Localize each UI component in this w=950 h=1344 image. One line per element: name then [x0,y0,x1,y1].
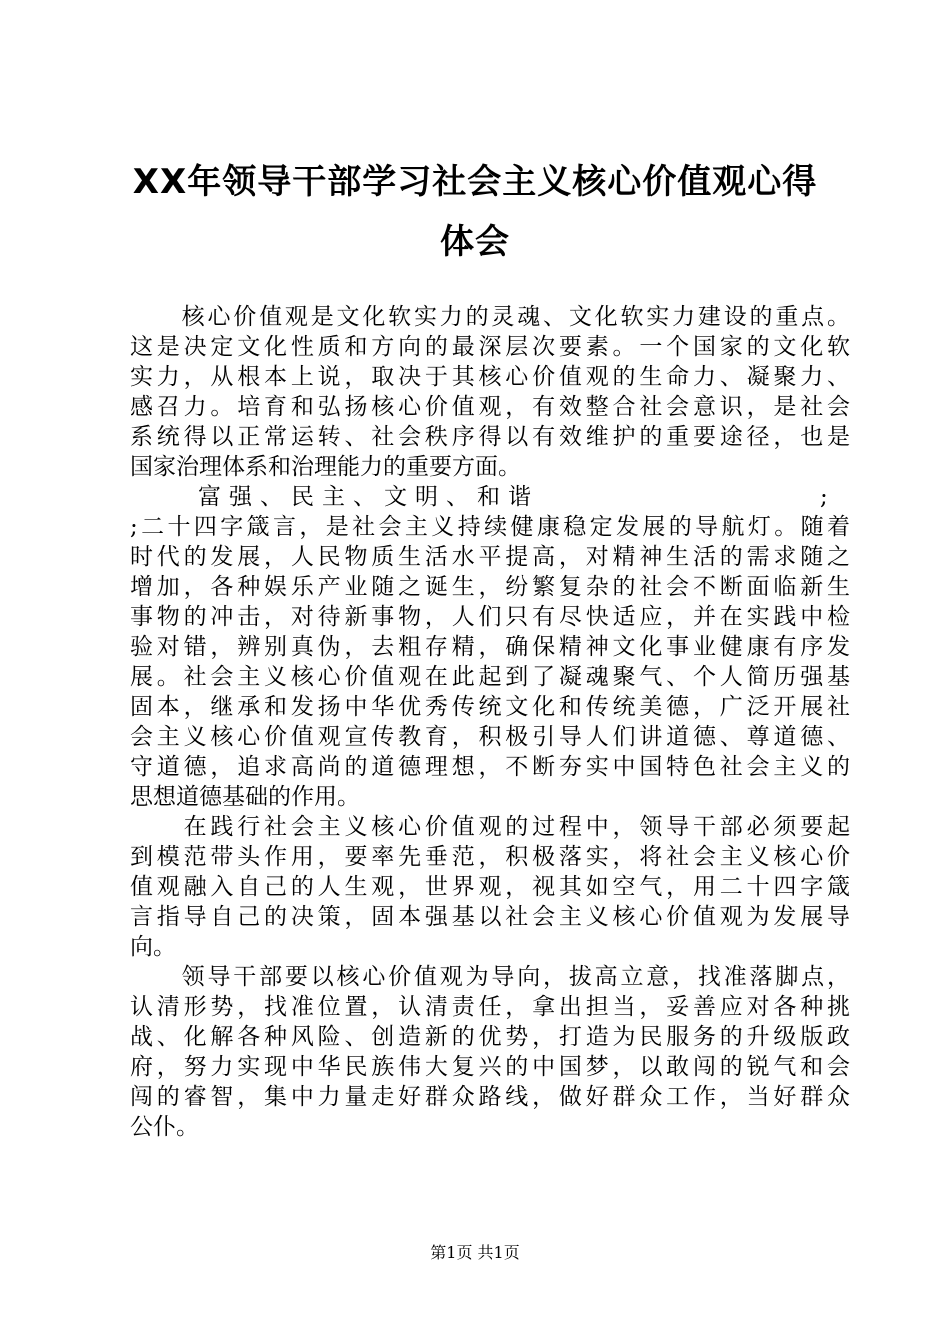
body-text-line: 向。 [130,934,176,960]
body-text-line: 展。社会主义核心价值观在此起到了凝魂聚气、个人简历强基 [130,664,850,690]
body-text-line: 增加，各种娱乐产业随之诞生，纷繁复杂的社会不断面临新生 [130,574,850,600]
body-text-line: 系统得以正常运转、社会秩序得以有效维护的重要途径，也是 [130,424,850,450]
body-text-line: 这是决定文化性质和方向的最深层次要素。一个国家的文化软 [130,334,850,360]
body-text-line: 闯的睿智，集中力量走好群众路线，做好群众工作，当好群众 [130,1084,850,1110]
body-text-line: 感召力。培育和弘扬核心价值观，有效整合社会意识，是社会 [130,394,850,420]
body-text-line: 公仆。 [130,1114,199,1140]
body-text-line: 到模范带头作用，要率先垂范，积极落实，将社会主义核心价 [130,844,850,870]
body-text-line: 实力，从根本上说，取决于其核心价值观的生命力、凝聚力、 [130,364,850,390]
body-text-line: 固本，继承和发扬中华优秀传统文化和传统美德，广泛开展社 [130,694,850,720]
body-text-line: 核心价值观是文化软实力的灵魂、文化软实力建设的重点。 [130,304,850,330]
body-text-line: 在践行社会主义核心价值观的过程中，领导干部必须要起 [130,814,850,840]
document-title-line-2: 体会 [440,222,510,262]
body-text-line: 国家治理体系和治理能力的重要方面。 [130,454,521,480]
body-text-line: 战、化解各种风险、创造新的优势，打造为民服务的升级版政 [130,1024,850,1050]
document-title-line-1: XX年领导干部学习社会主义核心价值观心得 [132,162,818,202]
body-text-line: 认清形势，找准位置，认清责任，拿出担当，妥善应对各种挑 [130,994,850,1020]
body-text-line: 会主义核心价值观宣传教育，积极引导人们讲道德、尊道德、 [130,724,850,750]
body-text-line: 值观融入自己的人生观，世界观，视其如空气，用二十四字箴 [130,874,850,900]
body-text-line: 思想道德基础的作用。 [130,784,360,810]
body-text-line: 言指导自己的决策，固本强基以社会主义核心价值观为发展导 [130,904,850,930]
body-text-line: 时代的发展，人民物质生活水平提高，对精神生活的需求随之 [130,544,850,570]
values-phrase-semicolon: ; [820,484,828,510]
values-phrase: 富强、民主、文明、和谐 [198,484,539,510]
body-text-line: 府，努力实现中华民族伟大复兴的中国梦，以敢闯的锐气和会 [130,1054,850,1080]
body-text-line: 事物的冲击，对待新事物，人们只有尽快适应，并在实践中检 [130,604,850,630]
body-text-line: 验对错，辨别真伪，去粗存精，确保精神文化事业健康有序发 [130,634,850,660]
body-text-line: 守道德，追求高尚的道德理想，不断夯实中国特色社会主义的 [130,754,850,780]
page-footer: 第1页 共1页 [430,1243,520,1262]
body-text-line: 领导干部要以核心价值观为导向，拔高立意，找准落脚点， [130,964,850,990]
body-text-line: ;二十四字箴言，是社会主义持续健康稳定发展的导航灯。随着 [130,514,850,540]
